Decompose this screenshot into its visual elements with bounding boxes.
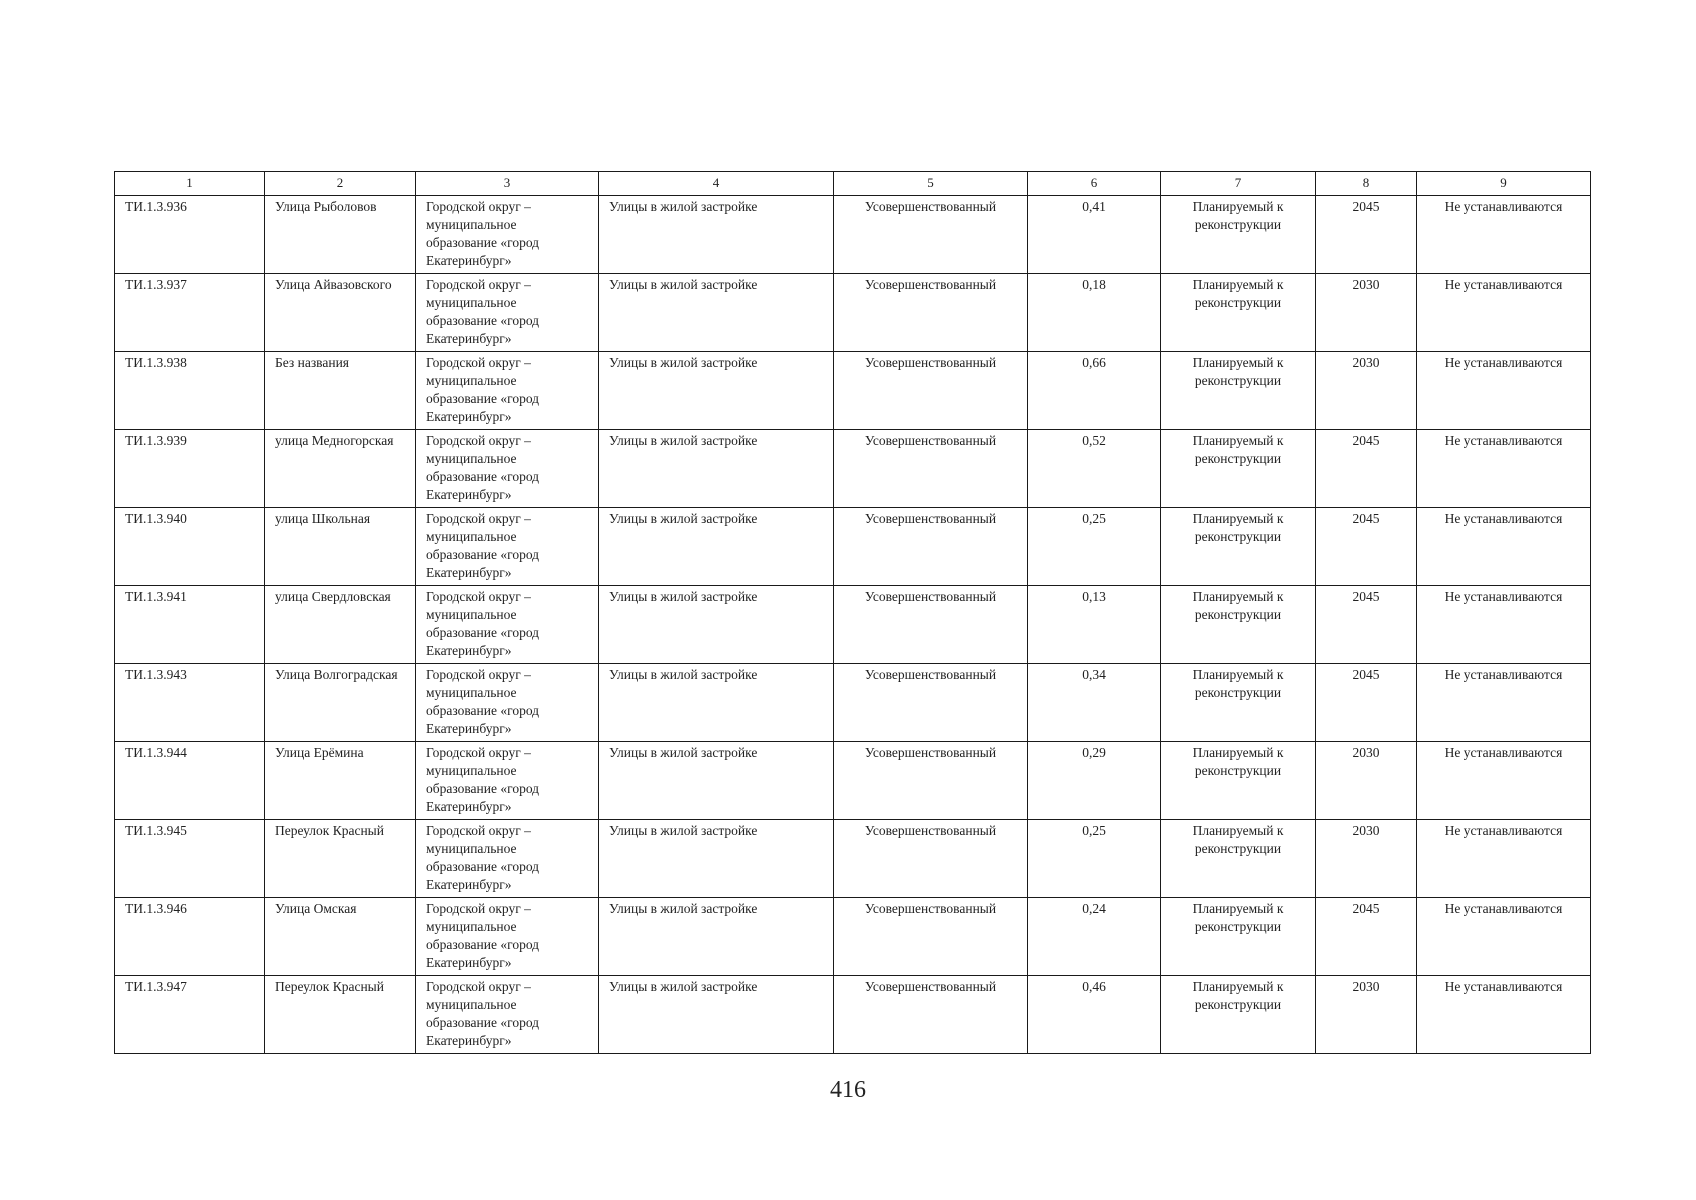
cell-year: 2045 (1316, 898, 1417, 976)
cell-id: ТИ.1.3.936 (115, 196, 265, 274)
cell-municipality: Городской округ – муниципальное образование «город Екатеринбург» (416, 976, 599, 1054)
cell-category: Улицы в жилой застройке (599, 430, 834, 508)
cell-restrictions: Не устанавливаются (1417, 820, 1591, 898)
cell-name: Улица Айвазовского (265, 274, 416, 352)
cell-name: Улица Омская (265, 898, 416, 976)
cell-category: Улицы в жилой застройке (599, 898, 834, 976)
column-header-municipality: 3 (416, 172, 599, 196)
cell-id: ТИ.1.3.946 (115, 898, 265, 976)
cell-status: Планируемый к реконструкции (1161, 586, 1316, 664)
cell-municipality: Городской округ – муниципальное образование «город Екатеринбург» (416, 508, 599, 586)
cell-surface-type: Усовершенствованный (834, 976, 1028, 1054)
cell-name: улица Школьная (265, 508, 416, 586)
cell-name: Переулок Красный (265, 976, 416, 1054)
table-row (115, 820, 1591, 898)
cell-name: Без названия (265, 352, 416, 430)
cell-id: ТИ.1.3.947 (115, 976, 265, 1054)
cell-status: Планируемый к реконструкции (1161, 820, 1316, 898)
cell-year: 2030 (1316, 352, 1417, 430)
cell-length: 0,34 (1028, 664, 1161, 742)
cell-length: 0,41 (1028, 196, 1161, 274)
cell-length: 0,52 (1028, 430, 1161, 508)
cell-surface-type: Усовершенствованный (834, 664, 1028, 742)
cell-id: ТИ.1.3.945 (115, 820, 265, 898)
table-row (115, 742, 1591, 820)
cell-surface-type: Усовершенствованный (834, 352, 1028, 430)
cell-length: 0,29 (1028, 742, 1161, 820)
cell-restrictions: Не устанавливаются (1417, 352, 1591, 430)
data-table (114, 171, 1591, 1054)
table-header-row (115, 172, 1591, 196)
cell-restrictions: Не устанавливаются (1417, 430, 1591, 508)
column-header-restrictions: 9 (1417, 172, 1591, 196)
cell-name: улица Свердловская (265, 586, 416, 664)
table-body (115, 196, 1591, 1054)
column-header-id: 1 (115, 172, 265, 196)
cell-year: 2045 (1316, 586, 1417, 664)
cell-status: Планируемый к реконструкции (1161, 664, 1316, 742)
cell-surface-type: Усовершенствованный (834, 274, 1028, 352)
cell-municipality: Городской округ – муниципальное образование «город Екатеринбург» (416, 664, 599, 742)
cell-status: Планируемый к реконструкции (1161, 274, 1316, 352)
cell-id: ТИ.1.3.937 (115, 274, 265, 352)
cell-category: Улицы в жилой застройке (599, 274, 834, 352)
cell-category: Улицы в жилой застройке (599, 196, 834, 274)
cell-length: 0,24 (1028, 898, 1161, 976)
cell-year: 2045 (1316, 508, 1417, 586)
cell-category: Улицы в жилой застройке (599, 586, 834, 664)
table-row (115, 976, 1591, 1054)
cell-status: Планируемый к реконструкции (1161, 352, 1316, 430)
cell-category: Улицы в жилой застройке (599, 742, 834, 820)
cell-category: Улицы в жилой застройке (599, 664, 834, 742)
column-header-surface-type: 5 (834, 172, 1028, 196)
cell-surface-type: Усовершенствованный (834, 742, 1028, 820)
cell-name: улица Медногорская (265, 430, 416, 508)
column-header-status: 7 (1161, 172, 1316, 196)
cell-surface-type: Усовершенствованный (834, 586, 1028, 664)
cell-category: Улицы в жилой застройке (599, 976, 834, 1054)
cell-year: 2030 (1316, 820, 1417, 898)
cell-category: Улицы в жилой застройке (599, 820, 834, 898)
table-row (115, 430, 1591, 508)
cell-year: 2030 (1316, 274, 1417, 352)
cell-municipality: Городской округ – муниципальное образование «город Екатеринбург» (416, 274, 599, 352)
cell-surface-type: Усовершенствованный (834, 898, 1028, 976)
table-row (115, 352, 1591, 430)
column-header-year: 8 (1316, 172, 1417, 196)
table-row (115, 508, 1591, 586)
cell-id: ТИ.1.3.938 (115, 352, 265, 430)
cell-municipality: Городской округ – муниципальное образование «город Екатеринбург» (416, 586, 599, 664)
cell-restrictions: Не устанавливаются (1417, 196, 1591, 274)
cell-year: 2045 (1316, 430, 1417, 508)
cell-restrictions: Не устанавливаются (1417, 898, 1591, 976)
page-number: 416 (830, 1077, 866, 1103)
cell-restrictions: Не устанавливаются (1417, 664, 1591, 742)
cell-surface-type: Усовершенствованный (834, 820, 1028, 898)
cell-length: 0,13 (1028, 586, 1161, 664)
cell-year: 2045 (1316, 196, 1417, 274)
cell-municipality: Городской округ – муниципальное образование «город Екатеринбург» (416, 820, 599, 898)
cell-surface-type: Усовершенствованный (834, 430, 1028, 508)
cell-name: Улица Волгоградская (265, 664, 416, 742)
cell-name: Улица Ерёмина (265, 742, 416, 820)
cell-status: Планируемый к реконструкции (1161, 430, 1316, 508)
cell-length: 0,25 (1028, 508, 1161, 586)
cell-id: ТИ.1.3.943 (115, 664, 265, 742)
cell-id: ТИ.1.3.940 (115, 508, 265, 586)
cell-category: Улицы в жилой застройке (599, 352, 834, 430)
cell-status: Планируемый к реконструкции (1161, 196, 1316, 274)
cell-year: 2030 (1316, 742, 1417, 820)
cell-name: Переулок Красный (265, 820, 416, 898)
column-header-length: 6 (1028, 172, 1161, 196)
cell-restrictions: Не устанавливаются (1417, 976, 1591, 1054)
cell-restrictions: Не устанавливаются (1417, 742, 1591, 820)
cell-municipality: Городской округ – муниципальное образование «город Екатеринбург» (416, 430, 599, 508)
cell-surface-type: Усовершенствованный (834, 196, 1028, 274)
cell-status: Планируемый к реконструкции (1161, 508, 1316, 586)
cell-name: Улица Рыболовов (265, 196, 416, 274)
cell-status: Планируемый к реконструкции (1161, 898, 1316, 976)
cell-municipality: Городской округ – муниципальное образование «город Екатеринбург» (416, 352, 599, 430)
cell-length: 0,18 (1028, 274, 1161, 352)
table-row (115, 274, 1591, 352)
cell-category: Улицы в жилой застройке (599, 508, 834, 586)
cell-year: 2045 (1316, 664, 1417, 742)
cell-year: 2030 (1316, 976, 1417, 1054)
cell-surface-type: Усовершенствованный (834, 508, 1028, 586)
cell-length: 0,25 (1028, 820, 1161, 898)
table-row (115, 586, 1591, 664)
column-header-name: 2 (265, 172, 416, 196)
cell-restrictions: Не устанавливаются (1417, 586, 1591, 664)
cell-length: 0,66 (1028, 352, 1161, 430)
cell-municipality: Городской округ – муниципальное образование «город Екатеринбург» (416, 196, 599, 274)
table-row (115, 196, 1591, 274)
cell-length: 0,46 (1028, 976, 1161, 1054)
cell-status: Планируемый к реконструкции (1161, 742, 1316, 820)
cell-id: ТИ.1.3.941 (115, 586, 265, 664)
cell-id: ТИ.1.3.939 (115, 430, 265, 508)
table-row (115, 898, 1591, 976)
cell-municipality: Городской округ – муниципальное образование «город Екатеринбург» (416, 742, 599, 820)
cell-status: Планируемый к реконструкции (1161, 976, 1316, 1054)
cell-municipality: Городской округ – муниципальное образование «город Екатеринбург» (416, 898, 599, 976)
column-header-category: 4 (599, 172, 834, 196)
table-row (115, 664, 1591, 742)
cell-id: ТИ.1.3.944 (115, 742, 265, 820)
cell-restrictions: Не устанавливаются (1417, 508, 1591, 586)
cell-restrictions: Не устанавливаются (1417, 274, 1591, 352)
